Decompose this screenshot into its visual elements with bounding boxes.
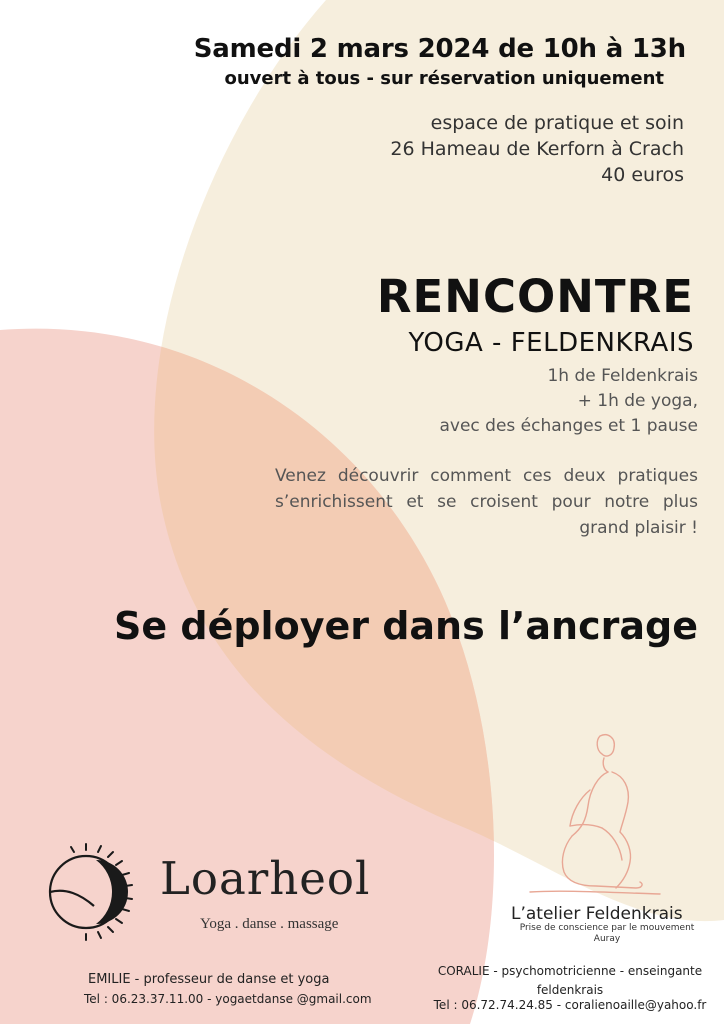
atelier-location: Auray — [593, 934, 621, 944]
headline-title: RENCONTRE — [376, 270, 694, 323]
atelier-tagline-line: Prise de conscience par le mouvement — [519, 923, 695, 933]
venue-name: espace de pratique et soin — [430, 112, 684, 134]
atelier-name: L’atelier Feldenkrais — [511, 904, 683, 924]
emilie-role: EMILIE - professeur de danse et yoga — [88, 972, 330, 987]
venue-address: 26 Hameau de Kerforn à Crach — [390, 138, 684, 160]
coralie-role: CORALIE - psychomotricienne - enseingante feldenkrais — [437, 964, 703, 997]
sun-moon-logo-icon — [36, 842, 136, 942]
venue-price: 40 euros — [601, 164, 684, 186]
atelier-tagline — [512, 923, 702, 945]
program-line: 1h de Feldenkrais — [547, 366, 698, 386]
tagline: Se déployer dans l’ancrage — [114, 604, 698, 648]
program-line: avec des échanges et 1 pause — [439, 416, 698, 436]
headline-subtitle: YOGA - FELDENKRAIS — [408, 328, 694, 358]
emilie-contact: Tel : 06.23.37.11.00 - yogaetdanse @gmail.com — [84, 992, 372, 1006]
coralie-contact: Tel : 06.72.74.24.85 - coralienoaille@yahoo.fr — [433, 998, 707, 1012]
event-access: ouvert à tous - sur réservation uniquement — [224, 68, 664, 89]
event-date: Samedi 2 mars 2024 de 10h à 13h — [193, 34, 686, 64]
seated-woman-line-art-icon — [510, 728, 670, 898]
venue-block — [390, 110, 684, 188]
loarheol-subtitle: Yoga . danse . massage — [200, 916, 339, 932]
pitch-paragraph: Venez découvrir comment ces deux pratiques s’enrichissent et se croisent pour notre plus grand plaisir ! — [275, 466, 698, 538]
loarheol-wordmark: Loarheol — [160, 852, 371, 905]
program-line: + 1h de yoga, — [577, 391, 698, 411]
program-block — [439, 364, 698, 439]
